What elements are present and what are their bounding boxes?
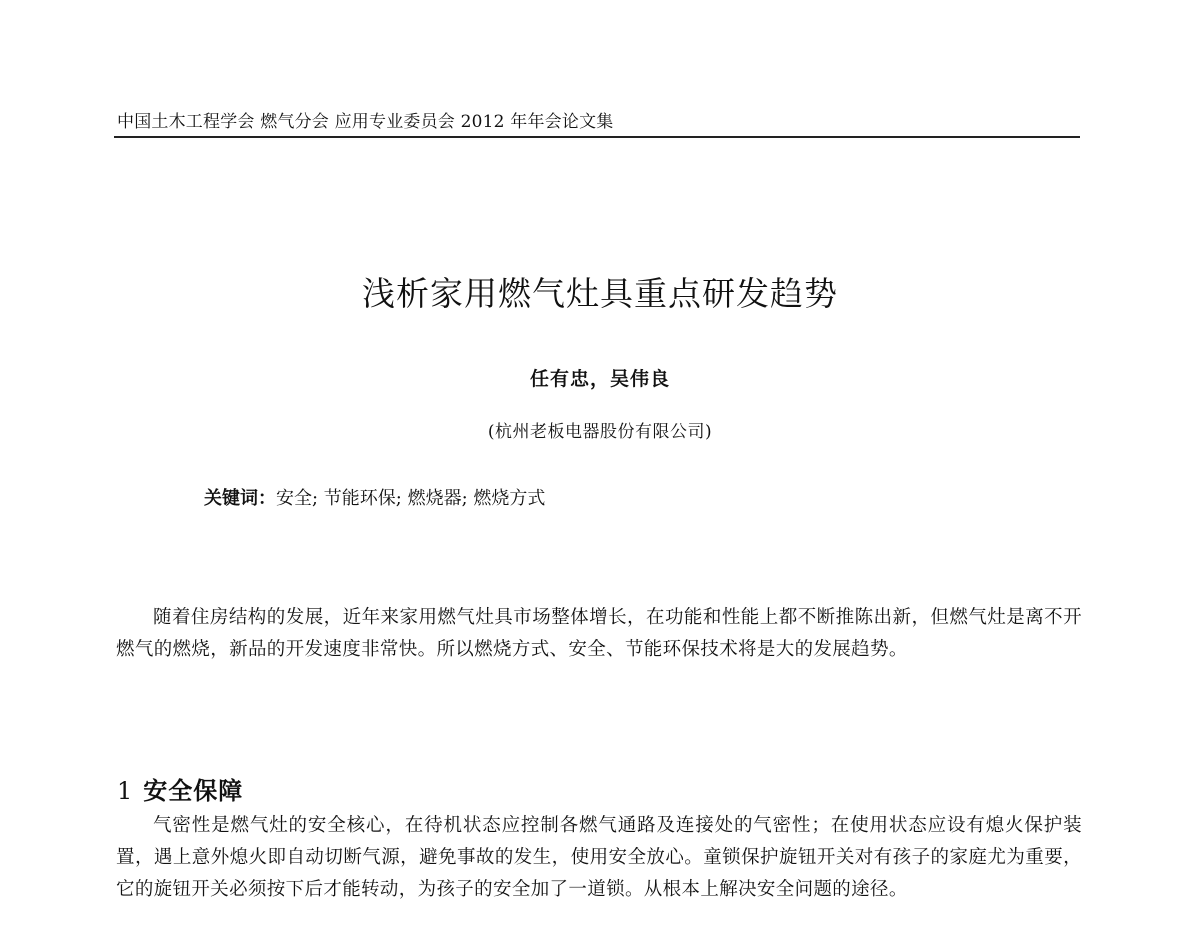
section-paragraph: 气密性是燃气灶的安全核心，在待机状态应控制各燃气通路及连接处的气密性；在使用状态应设有熄火保护装置，遇上意外熄火即自动切断气源，避免事故的发生，使用安全放心。童锁保护旋钮开关对有孩子的家庭尤为重要，它的旋钮开关必须按下后才能转动，为孩子的安全加了一道锁。从根本上解决安全问题的途径。 bbox=[116, 815, 1082, 900]
intro-paragraph: 随着住房结构的发展，近年来家用燃气灶具市场整体增长，在功能和性能上都不断推陈出新，但燃气灶是离不开燃气的燃烧，新品的开发速度非常快。所以燃烧方式、安全、节能环保技术将是大的发展趋势。 bbox=[116, 607, 1082, 660]
section-title: 安全保障 bbox=[143, 775, 244, 805]
header-rule bbox=[114, 136, 1080, 138]
keywords-label: 关键词： bbox=[204, 488, 276, 509]
keywords bbox=[204, 486, 545, 512]
authors: 任有忠，吴伟良 bbox=[529, 368, 670, 390]
keywords-text: 安全; 节能环保; 燃烧器; 燃烧方式 bbox=[276, 488, 546, 509]
affiliation: (杭州老板电器股份有限公司) bbox=[487, 422, 713, 442]
paper-title: 浅析家用燃气灶具重点研发趋势 bbox=[362, 274, 838, 314]
running-header: 中国土木工程学会 燃气分会 应用专业委员会 2012 年年会论文集 bbox=[117, 112, 614, 132]
section-number: 1 bbox=[117, 776, 134, 805]
section-heading bbox=[117, 775, 243, 807]
